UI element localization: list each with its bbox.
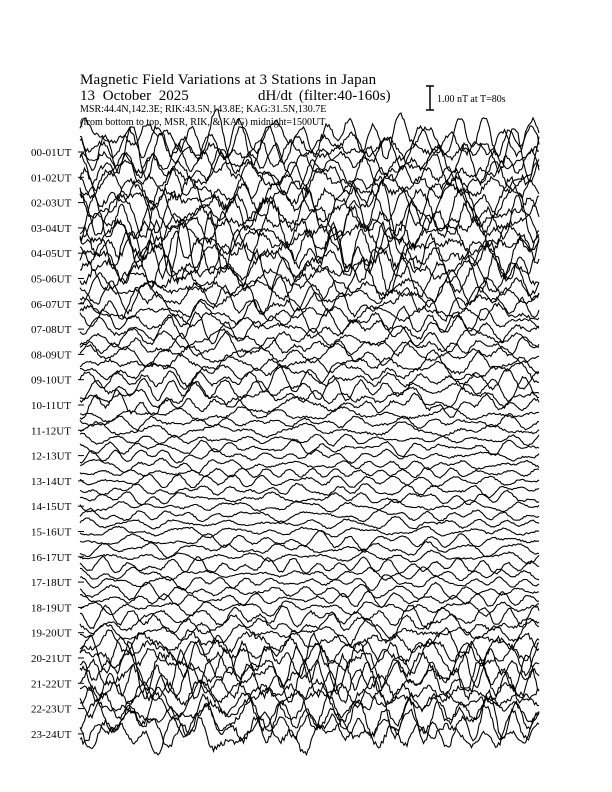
hour-label: 21-22UT xyxy=(31,678,72,691)
hour-label: 00-01UT xyxy=(31,147,72,159)
trace-msr xyxy=(80,342,539,367)
hour-label: 23-24UT xyxy=(31,728,72,741)
hour-label: 10-11UT xyxy=(31,400,71,412)
hour-label: 08-09UT xyxy=(31,349,72,362)
hour-rows xyxy=(31,109,539,755)
hour-label: 03-04UT xyxy=(31,222,72,235)
hour-label: 15-16UT xyxy=(31,526,72,539)
trace-rik xyxy=(80,414,539,431)
trace-msr xyxy=(80,422,539,438)
station-coordinates: MSR:44.4N,142.3E; RIK:43.5N,143.8E; KAG:31.5N,130.7E xyxy=(80,104,327,115)
chart-date: 13 October 2025 xyxy=(80,88,189,104)
hour-label: 04-05UT xyxy=(31,248,72,261)
hour-label: 19-20UT xyxy=(31,627,72,640)
trace-order-note: (from bottom to top, MSR, RIK, & KAG) midnight=1500UT xyxy=(80,117,326,128)
trace-rik xyxy=(80,211,539,275)
trace-kag xyxy=(80,376,539,403)
hour-label: 14-15UT xyxy=(31,501,72,514)
hour-label: 06-07UT xyxy=(31,298,72,311)
trace-kag xyxy=(80,582,539,600)
hour-label: 17-18UT xyxy=(31,577,72,590)
trace-rik xyxy=(80,567,539,581)
trace-kag xyxy=(80,433,539,446)
trace-msr xyxy=(80,474,539,488)
hour-label: 22-23UT xyxy=(31,703,72,716)
trace-msr xyxy=(80,601,539,616)
hour-label: 16-17UT xyxy=(31,551,72,564)
hour-label: 07-08UT xyxy=(31,324,72,337)
quantity-label: dH/dt (filter:40-160s) xyxy=(258,88,391,104)
hour-label: 01-02UT xyxy=(31,172,72,185)
chart-title: Magnetic Field Variations at 3 Stations in Japan xyxy=(80,72,377,88)
trace-rik xyxy=(80,591,539,608)
trace-kag xyxy=(80,458,539,473)
hour-label: 11-12UT xyxy=(31,425,71,438)
hour-label: 20-21UT xyxy=(31,653,72,665)
hour-label: 05-06UT xyxy=(31,273,72,286)
trace-msr xyxy=(80,526,539,538)
trace-msr xyxy=(80,285,539,321)
hour-label: 13-14UT xyxy=(31,475,72,488)
trace-msr xyxy=(80,449,539,464)
trace-kag xyxy=(80,557,539,574)
hour-label: 18-19UT xyxy=(31,602,72,615)
hour-label: 09-10UT xyxy=(31,374,72,387)
hour-label: 02-03UT xyxy=(31,197,72,210)
trace-kag xyxy=(80,483,539,497)
hour-label: 12-13UT xyxy=(31,450,72,463)
trace-rik xyxy=(80,468,539,479)
trace-msr xyxy=(80,550,539,564)
trace-msr xyxy=(80,500,539,513)
trace-kag xyxy=(80,531,539,550)
scale-bar-label: 1.00 nT at T=80s xyxy=(437,94,506,105)
